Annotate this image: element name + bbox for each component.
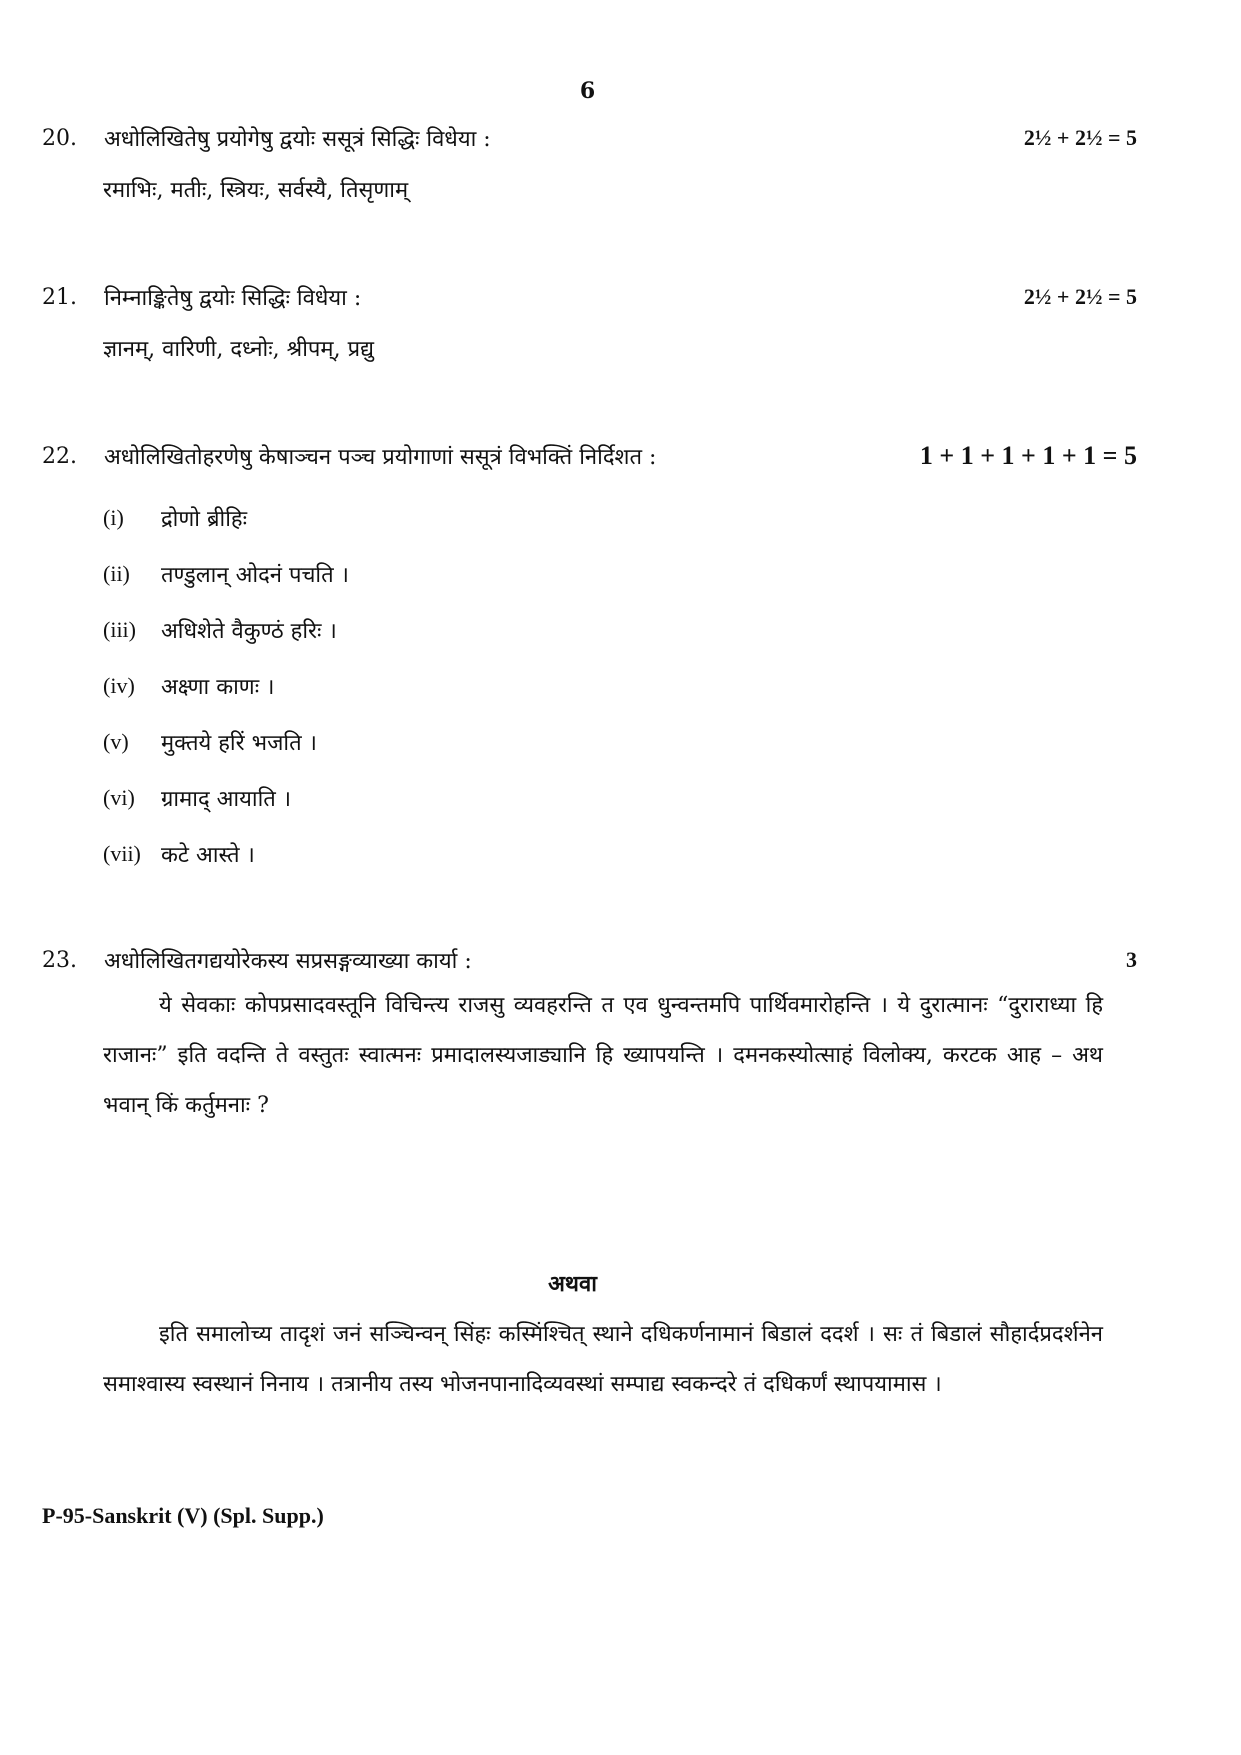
question-number: 23. xyxy=(42,947,77,973)
question-23 xyxy=(42,940,1137,980)
question-prompt: अधोलिखितोहरणेषु केषाञ्चन पञ्च प्रयोगाणां ससूत्रं विभक्तिं निर्दिशत : xyxy=(104,445,657,470)
sub-item-label: (vi) xyxy=(103,785,135,810)
sub-item-text: अक्ष्णा काणः । xyxy=(161,675,275,700)
passage-1: ये सेवकाः कोपप्रसादवस्तूनि विचिन्त्य राजसु व्यवहरन्ति त एव धुन्वन्तमपि पार्थिवमारोहन्ति । ये दुरात्मानः “दुराराध्या हि राजानः” इति वदन्ति ते वस्तुतः स्वात्मनः प्रमादालस्यजाड्यानि हि ख्यापयन्ति । दमनकस्योत्साहं विलोक्य, करटक आह – अथ भवान् किं कर्तुमनाः ? xyxy=(103,993,1103,1118)
question-prompt: अधोलिखितेषु प्रयोगेषु द्वयोः ससूत्रं सिद्धिः विधेया : xyxy=(104,127,491,152)
sub-item xyxy=(103,554,349,594)
sub-item-text: मुक्तये हरिं भजति । xyxy=(161,731,317,756)
question-marks: 2½ + 2½ = 5 xyxy=(1023,125,1137,150)
sub-item-label: (ii) xyxy=(103,561,130,586)
sub-item-text: कटे आस्ते । xyxy=(161,843,255,868)
sub-item-label: (i) xyxy=(103,505,124,530)
sub-item-label: (v) xyxy=(103,729,129,754)
question-marks: 1 + 1 + 1 + 1 + 1 = 5 xyxy=(919,441,1137,470)
question-20-options: रमाभिः, मतीः, स्त्रियः, सर्वस्यै, तिसृणाम् xyxy=(103,178,409,203)
question-20 xyxy=(42,118,1137,158)
sub-item-label: (iii) xyxy=(103,617,136,642)
question-number: 21. xyxy=(42,284,77,310)
sub-item xyxy=(103,666,274,706)
question-number: 20. xyxy=(42,125,77,151)
question-22 xyxy=(42,436,1137,476)
question-prompt: निम्नाङ्कितेषु द्वयोः सिद्धिः विधेया : xyxy=(104,286,362,311)
question-21-options: ज्ञानम्, वारिणी, दध्नोः, श्रीपम्, प्रद्यु xyxy=(103,337,374,362)
question-21 xyxy=(42,277,1137,317)
passage-2: इति समालोच्य तादृशं जनं सञ्चिन्वन् सिंहः कस्मिंश्चित् स्थाने दधिकर्णनामानं बिडालं ददर्श । सः तं बिडालं सौहार्दप्रदर्शनेन समाश्वास्य स्वस्थानं निनाय । तत्रानीय तस्य भोजनपानादिव्यवस्थां सम्पाद्य स्वकन्दरे तं दधिकर्णं स्थापयामास । xyxy=(103,1322,1103,1397)
sub-item xyxy=(103,722,317,762)
sub-item-label: (vii) xyxy=(103,841,141,866)
alternative-heading: अथवा xyxy=(548,1271,597,1297)
question-number: 22. xyxy=(42,443,77,469)
sub-item-text: तण्डुलान् ओदनं पचति । xyxy=(161,563,350,588)
question-marks: 3 xyxy=(1126,947,1137,972)
question-marks: 2½ + 2½ = 5 xyxy=(1023,284,1137,309)
sub-item-text: ग्रामाद् आयाति । xyxy=(161,787,292,812)
sub-item xyxy=(103,610,337,650)
sub-item xyxy=(103,834,255,874)
sub-item-text: द्रोणो ब्रीहिः xyxy=(161,507,248,532)
sub-item xyxy=(103,498,247,538)
page-number: 6 xyxy=(579,78,596,104)
sub-item-label: (iv) xyxy=(103,673,135,698)
sub-item-text: अधिशेते वैकुण्ठं हरिः । xyxy=(161,619,337,644)
paper-code-footer: P-95-Sanskrit (V) (Spl. Supp.) xyxy=(42,1503,324,1528)
sub-item xyxy=(103,778,291,818)
question-prompt: अधोलिखितगद्ययोरेकस्य सप्रसङ्गव्याख्या कार्या : xyxy=(104,949,472,974)
